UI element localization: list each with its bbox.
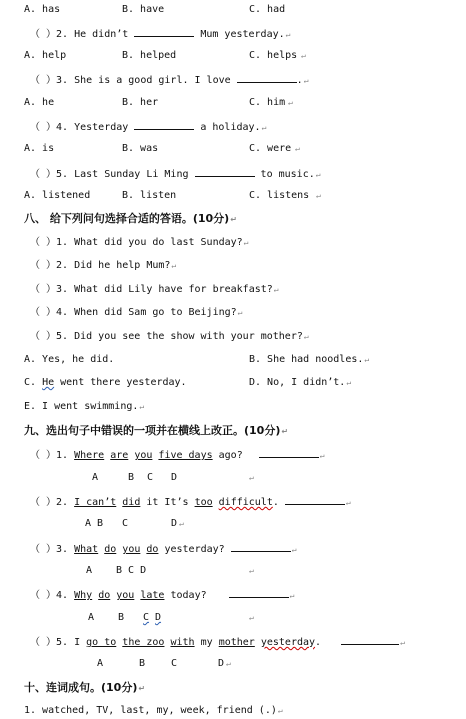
return-mark-icon: ↵ (243, 238, 249, 247)
question-text: When did Sam go to Beijing? (74, 307, 237, 318)
question-text: 1. watched, TV, last, my, week, friend (.) (24, 705, 277, 716)
return-mark-icon: ↵ (303, 332, 309, 341)
option-b: B. have (122, 4, 165, 15)
return-mark-icon: ↵ (179, 519, 184, 528)
return-mark-icon: ↵ (139, 402, 145, 411)
sentence-text: . (315, 637, 322, 648)
question-text: Did he help Mum? (74, 260, 171, 271)
underlined-option-d: late (140, 590, 165, 601)
sentence-text: ago? (218, 450, 243, 461)
underlined-option-a: Why (74, 590, 93, 601)
option-letters-5 (0, 657, 466, 671)
underlined-option-c: with (170, 637, 195, 648)
option-a: A. has (24, 4, 61, 15)
letter-b: B (139, 658, 146, 669)
return-mark-icon: ↵ (400, 638, 405, 647)
section-title-text: 八、 给下列问句选择合适的答语。(10分) (24, 212, 230, 225)
return-mark-icon: ↵ (346, 378, 352, 387)
answer-paren[interactable]: （ ）1. (30, 450, 69, 461)
correction-blank[interactable] (231, 541, 291, 552)
letter-d: D (218, 658, 225, 669)
letter-a: A (92, 472, 99, 483)
letter-a: A (88, 612, 95, 623)
answer-blank[interactable] (134, 119, 194, 130)
match-question-3 (30, 283, 279, 297)
section-10-title (24, 681, 145, 695)
answer-blank[interactable] (237, 72, 297, 83)
letter-ab: A B (85, 518, 104, 529)
return-mark-icon: ↵ (288, 98, 293, 107)
return-mark-icon: ↵ (261, 123, 267, 132)
section-title-text: 九、选出句子中错误的一项并在横线上改正。(10分) (24, 424, 281, 437)
underlined-option-d: five days (158, 450, 213, 461)
answer-option-b (249, 353, 369, 367)
section-9-title (24, 424, 288, 438)
letter-a: A (86, 565, 93, 576)
letter-a: A (97, 658, 104, 669)
return-mark-icon: ↵ (289, 591, 295, 600)
answer-paren[interactable]: （ ）4. (30, 307, 69, 318)
return-mark-icon: ↵ (277, 706, 283, 715)
sentence-text: it It’s (146, 497, 189, 508)
answer-paren[interactable]: （ ）5. (30, 637, 69, 648)
section-title-text: 十、连词成句。(10分) (24, 681, 138, 694)
answer-paren[interactable]: （ ）3. (30, 284, 69, 295)
answer-blank[interactable] (134, 26, 194, 37)
question-text: Last Sunday Li Ming (74, 169, 189, 180)
question-5 (30, 166, 321, 180)
return-mark-icon: ↵ (364, 355, 370, 364)
return-mark-icon: ↵ (171, 261, 177, 270)
question-text: What did Lily have for breakfast? (74, 284, 273, 295)
answer-option-c (24, 376, 187, 390)
underlined-option-b: the zoo (122, 637, 165, 648)
option-letter: C. (24, 377, 43, 388)
return-mark-icon: ↵ (249, 566, 254, 575)
option-b: B. was (122, 143, 159, 154)
question-text: She is a good girl. I love (74, 75, 231, 86)
question-text: Yesterday (74, 122, 129, 133)
question-2 (30, 26, 290, 40)
sentence-text: today? (170, 590, 207, 601)
error-question-3 (30, 541, 297, 555)
question-text: What did you do last Sunday? (74, 237, 243, 248)
correction-blank[interactable] (229, 587, 289, 598)
answer-paren[interactable]: （ ）1. (30, 237, 69, 248)
spellcheck-word: He (42, 377, 55, 388)
correction-blank[interactable] (341, 634, 399, 645)
answer-paren[interactable]: （ ）5. (30, 331, 69, 342)
letter-b: B (118, 612, 125, 623)
return-mark-icon: ↵ (315, 170, 321, 179)
underlined-option-a: go to (86, 637, 117, 648)
return-mark-icon: ↵ (303, 76, 309, 85)
letter-bcd: B C D (116, 565, 147, 576)
return-mark-icon: ↵ (138, 684, 146, 693)
letter-c: C (147, 472, 154, 483)
option-b: B. listen (122, 190, 177, 201)
question-text: He didn’t (74, 29, 129, 40)
question-3 (30, 72, 309, 86)
underlined-option-c: you (134, 450, 153, 461)
correction-blank[interactable] (285, 494, 345, 505)
correction-blank[interactable] (259, 447, 319, 458)
return-mark-icon: ↵ (273, 285, 279, 294)
return-mark-icon: ↵ (301, 51, 306, 60)
option-a: A. listened (24, 190, 91, 201)
answer-paren[interactable]: （ ）2. (30, 497, 69, 508)
underlined-option-c: you (116, 590, 135, 601)
option-a: A. is (24, 143, 55, 154)
return-mark-icon: ↵ (281, 427, 289, 436)
answer-blank[interactable] (195, 166, 255, 177)
sentence-text: yesterday? (164, 544, 225, 555)
answer-option-a: A. Yes, he did. (24, 354, 115, 365)
underlined-option-d: mother (218, 637, 255, 648)
question-text: a holiday. (200, 122, 261, 133)
question-text: Mum yesterday. (200, 29, 285, 40)
spellcheck-word: yesterday (260, 637, 316, 648)
option-b: B. helped (122, 50, 177, 61)
underlined-option-b: do (104, 544, 117, 555)
sentence-text: I (74, 637, 81, 648)
letter-d: D (171, 518, 178, 529)
section-8-title (24, 212, 237, 226)
question-text: Did you see the show with your mother? (74, 331, 303, 342)
sentence-building-question-1 (24, 704, 283, 718)
return-mark-icon: ↵ (316, 191, 321, 200)
underlined-option-c: too (194, 497, 213, 508)
answer-option-d-text: D. No, I didn’t. (249, 377, 346, 388)
answer-paren[interactable]: （ ）3. (30, 544, 69, 555)
error-question-5 (30, 634, 405, 648)
option-letters-2 (0, 517, 466, 531)
answer-option-b-text: B. She had noodles. (249, 354, 364, 365)
return-mark-icon: ↵ (237, 308, 243, 317)
error-question-1 (30, 447, 325, 461)
letter-c: C (171, 658, 178, 669)
option-a: A. help (24, 50, 67, 61)
return-mark-icon: ↵ (249, 473, 254, 482)
letter-b: B (128, 472, 135, 483)
option-c: C. helps (249, 50, 298, 61)
option-text: went there yesterday. (54, 377, 187, 388)
match-question-5 (30, 330, 309, 344)
return-mark-icon: ↵ (291, 545, 297, 554)
answer-paren[interactable]: （ ）5. (30, 169, 69, 180)
error-question-4 (30, 587, 294, 601)
underlined-option-a: I can’t (74, 497, 117, 508)
return-mark-icon: ↵ (345, 498, 351, 507)
answer-paren[interactable]: （ ）3. (30, 75, 69, 86)
option-a: A. he (24, 97, 55, 108)
return-mark-icon: ↵ (226, 659, 231, 668)
answer-paren[interactable]: （ ）2. (30, 260, 69, 271)
option-c: C. listens (249, 190, 310, 201)
underlined-option-a: Where (74, 450, 105, 461)
underlined-option-c: you (122, 544, 141, 555)
option-c: C. were (249, 143, 292, 154)
option-letters-1 (0, 471, 466, 485)
answer-option-e (24, 400, 144, 414)
answer-paren[interactable]: （ ）4. (30, 590, 69, 601)
question-4 (30, 119, 266, 133)
return-mark-icon: ↵ (295, 144, 300, 153)
return-mark-icon: ↵ (285, 30, 291, 39)
underlined-option-d: difficult (218, 497, 273, 508)
answer-paren[interactable]: （ ）4. (30, 122, 69, 133)
letter-d: D (155, 612, 162, 623)
answer-option-e-text: E. I went swimming. (24, 401, 139, 412)
option-c: C. had (249, 4, 286, 15)
return-mark-icon: ↵ (249, 613, 254, 622)
option-c: C. him (249, 97, 286, 108)
return-mark-icon: ↵ (230, 215, 237, 224)
question-text: to music. (260, 169, 315, 180)
option-letters-3 (0, 564, 466, 578)
letter-c: C (143, 612, 150, 623)
option-b: B. her (122, 97, 159, 108)
letter-d: D (171, 472, 178, 483)
return-mark-icon: ↵ (319, 451, 325, 460)
underlined-option-b: are (110, 450, 129, 461)
underlined-option-b: do (98, 590, 111, 601)
match-question-1 (30, 236, 249, 250)
underlined-option-d: do (146, 544, 159, 555)
answer-paren[interactable]: （ ）2. (30, 29, 69, 40)
option-letters-4 (0, 611, 466, 625)
error-question-2 (30, 494, 351, 508)
match-question-4 (30, 306, 242, 320)
answer-option-d (249, 376, 351, 390)
match-question-2 (30, 259, 176, 273)
sentence-text: . (272, 497, 279, 508)
question-text: . (296, 75, 303, 86)
letter-c: C (122, 518, 129, 529)
underlined-option-b: did (122, 497, 141, 508)
underlined-option-a: What (74, 544, 99, 555)
sentence-text: my (200, 637, 213, 648)
